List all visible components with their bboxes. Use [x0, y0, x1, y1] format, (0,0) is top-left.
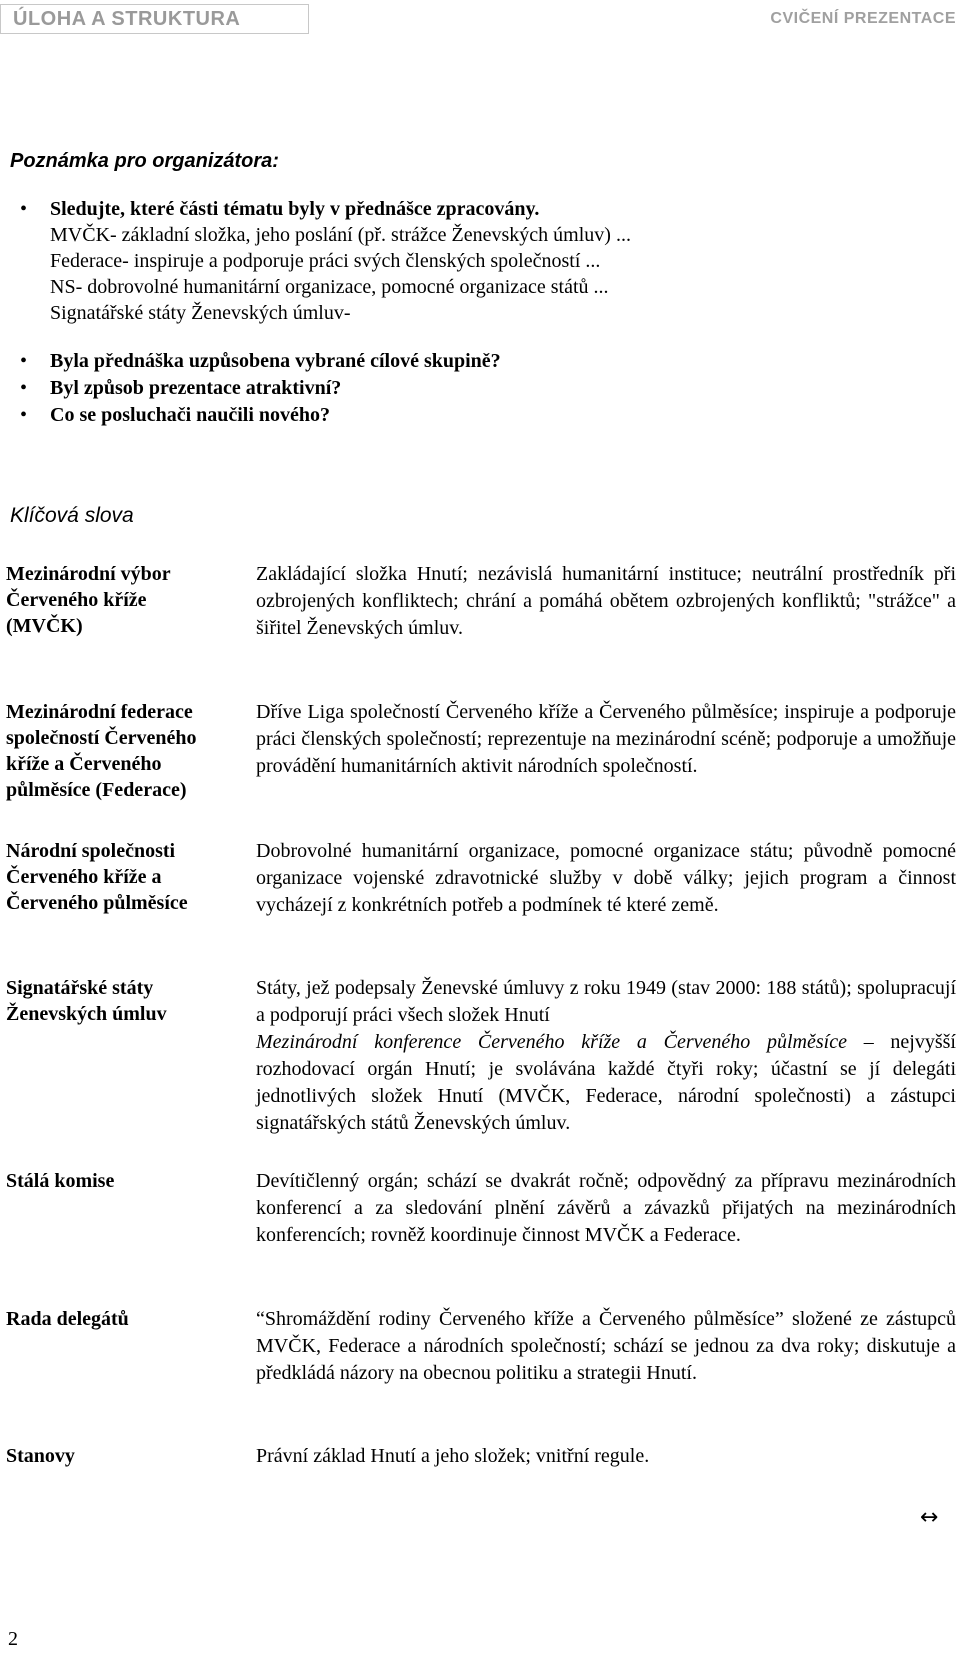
note-bullet-line: NS- dobrovolné humanitární organizace, pomocné organizace států ... [50, 276, 609, 298]
double-arrow-icon: ↔ [920, 1505, 939, 1530]
note-title: Poznámka pro organizátora: [10, 150, 279, 172]
note-bullet-line: MVČK- základní složka, jeho poslání (př. strážce Ženevských úmluv) ... [50, 224, 631, 246]
keyword-term: Mezinárodní federace společností Červeného kříže a Červeného půlměsíce (Federace) [6, 701, 197, 801]
note-question: Byl způsob prezentace atraktivní? [50, 377, 342, 399]
bullet-icon: • [20, 350, 28, 372]
keywords-title: Klíčová slova [10, 504, 134, 527]
page-number: 2 [8, 1628, 18, 1650]
note-bullet-heading: Sledujte, které části tématu byly v přednášce zpracovány. [50, 198, 540, 220]
keyword-term: Rada delegátů [6, 1308, 129, 1330]
bullet-icon: • [20, 404, 28, 426]
keyword-definition: Devítičlenný orgán; schází se dvakrát ročně; odpovědný za přípravu mezinárodních konferencí a za sledování plnění závěrů a závazků přijatých na mezinárodních konferencích; rovněž koordinuje činnost MVČK a Federace. [256, 1170, 956, 1246]
header-section-title: ÚLOHA A STRUKTURA [13, 8, 241, 30]
keyword-definition: Dříve Liga společností Červeného kříže a Červeného půlměsíce; inspiruje a podporuje práci členských společností; reprezentuje na mezinárodní scéně; podporuje a umožňuje provádění humanitárních aktivit národních společností. [256, 701, 956, 777]
keyword-definition: Zakládající složka Hnutí; nezávislá humanitární instituce; neutrální prostředník při ozbrojených konfliktech; chrání a pomáhá obětem ozbrojených konfliktů; "strážce" a šiřitel Ženevských úmluv. [256, 563, 956, 639]
keyword-term: Stálá komise [6, 1170, 115, 1192]
note-question: Co se posluchači naučili nového? [50, 404, 331, 426]
note-bullet-line: Federace- inspiruje a podporuje práci svých členských společností ... [50, 250, 601, 272]
definition-text: Státy, jež podepsaly Ženevské úmluvy z roku 1949 (stav 2000: 188 států); spolupracují a podporují práci všech složek Hnutí [256, 977, 956, 1026]
keyword-term: Mezinárodní výbor Červeného kříže (MVČK) [6, 563, 171, 637]
keyword-term: Signatářské státy Ženevských úmluv [6, 977, 167, 1025]
keyword-definition: Právní základ Hnutí a jeho složek; vnitřní regule. [256, 1445, 650, 1467]
keyword-definition [256, 975, 956, 1137]
definition-italic-term: Mezinárodní konference Červeného kříže a Červeného půlměsíce [256, 1031, 847, 1053]
keyword-term: Národní společnosti Červeného kříže a Červeného půlměsíce [6, 840, 188, 914]
keyword-definition: “Shromáždění rodiny Červeného kříže a Červeného půlměsíce” složené ze zástupců MVČK, Federace a národních společností; schází se jednou za dva roky; diskutuje a předkládá názory na obecnou politiku a strategii Hnutí. [256, 1308, 956, 1384]
header-section-box [0, 4, 309, 34]
note-bullet-line: Signatářské státy Ženevských úmluv- [50, 302, 351, 324]
definition-text: – nejvyšší rozhodovací orgán Hnutí; je svolávána každé čtyři roky; účastní se jí delegáti jednotlivých složek Hnutí (MVČK, Federace, národní společnosti) a zástupci signatářských států Ženevských úmluv. [256, 1031, 956, 1134]
bullet-icon: • [20, 377, 28, 399]
bullet-icon: • [20, 198, 28, 220]
keyword-definition: Dobrovolné humanitární organizace, pomocné organizace státu; původně pomocné organizace vojenské zdravotnické služby v době války; jejich program a činnost vycházejí z konkrétních potřeb a podmínek té které země. [256, 840, 956, 916]
note-question: Byla přednáška uzpůsobena vybrané cílové skupině? [50, 350, 501, 372]
keyword-term: Stanovy [6, 1445, 75, 1467]
header-chapter-title: CVIČENÍ PREZENTACE [770, 10, 956, 27]
